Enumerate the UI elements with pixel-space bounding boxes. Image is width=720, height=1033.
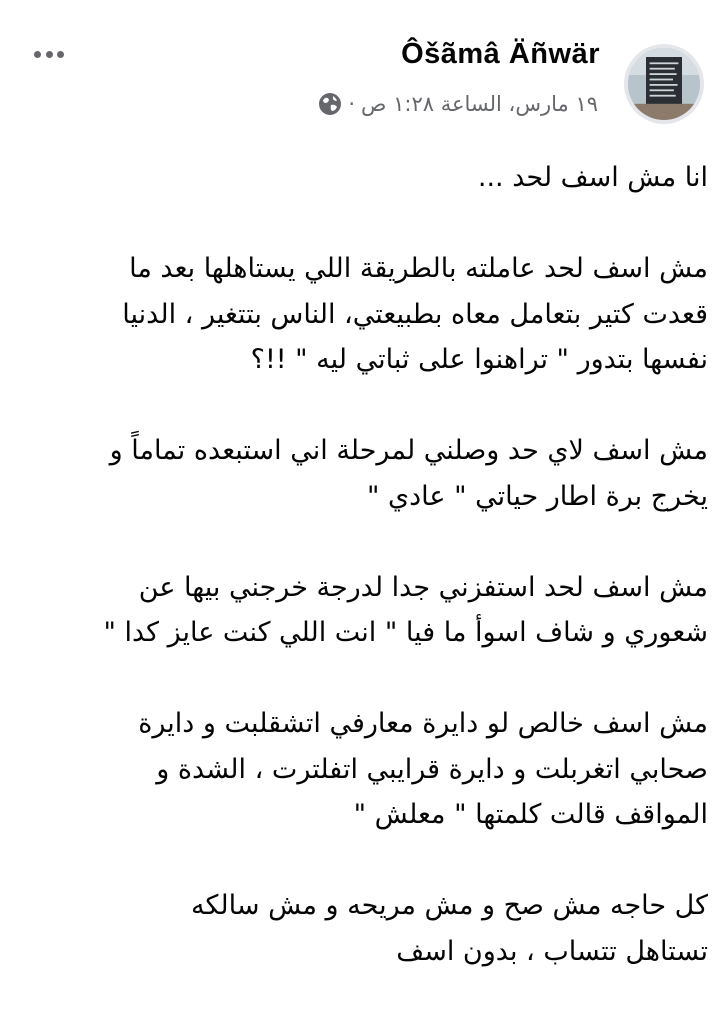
post-paragraph bbox=[8, 246, 708, 383]
text-line: انا مش اسف لحد ... bbox=[477, 162, 708, 193]
post-paragraph bbox=[8, 565, 708, 656]
text-line: مش اسف خالص لو دايرة معارفي اتشقلبت و دايرة bbox=[138, 708, 708, 739]
text-line: تستاهل تتساب ، بدون اسف bbox=[396, 935, 708, 967]
meta-separator: · bbox=[348, 92, 356, 116]
text-line: المواقف قالت كلمتها " معلش " bbox=[353, 799, 708, 830]
post-paragraph bbox=[8, 701, 708, 838]
post-paragraph bbox=[8, 428, 708, 519]
more-options-icon[interactable] bbox=[32, 42, 66, 66]
post-meta bbox=[318, 92, 598, 116]
text-line: نفسها بتدور " تراهنوا على ثباتي ليه " !!؟ bbox=[250, 344, 708, 375]
text-line: مش اسف لحد استفزني جدا لدرجة خرجني بيها عن bbox=[138, 571, 708, 603]
text-line: قعدت كتير بتعامل معاه بطبيعتي، الناس بتتغير ، الدنيا bbox=[122, 298, 708, 330]
post-body bbox=[8, 155, 708, 1020]
text-line: مش اسف لاي حد وصلني لمرحلة اني استبعده تماماً و bbox=[109, 435, 708, 466]
text-line: صحابي اتغربلت و دايرة قرايبي اتفلترت ، الشدة و bbox=[156, 753, 708, 785]
more-dot bbox=[46, 51, 53, 58]
text-line: شعوري و شاف اسوأ ما فيا " انت اللي كنت عايز كدا " bbox=[103, 617, 708, 648]
author-name[interactable]: Ôšãmâ Äñwär bbox=[401, 38, 600, 70]
more-dot bbox=[57, 51, 64, 58]
more-dot bbox=[34, 51, 41, 58]
text-line: مش اسف لحد عاملته بالطريقة اللي يستاهلها بعد ما bbox=[129, 253, 708, 284]
text-line: كل حاجه مش صح و مش مريحه و مش سالكه bbox=[191, 890, 708, 921]
post-paragraph bbox=[8, 883, 708, 974]
text-line: يخرج برة اطار حياتي " عادي " bbox=[367, 480, 708, 512]
post-paragraph bbox=[8, 155, 708, 201]
globe-icon[interactable] bbox=[318, 92, 342, 116]
post-header bbox=[0, 30, 720, 130]
avatar[interactable] bbox=[624, 44, 704, 124]
post-timestamp[interactable]: ١٩ مارس، الساعة ١:٢٨ ص bbox=[361, 92, 598, 116]
